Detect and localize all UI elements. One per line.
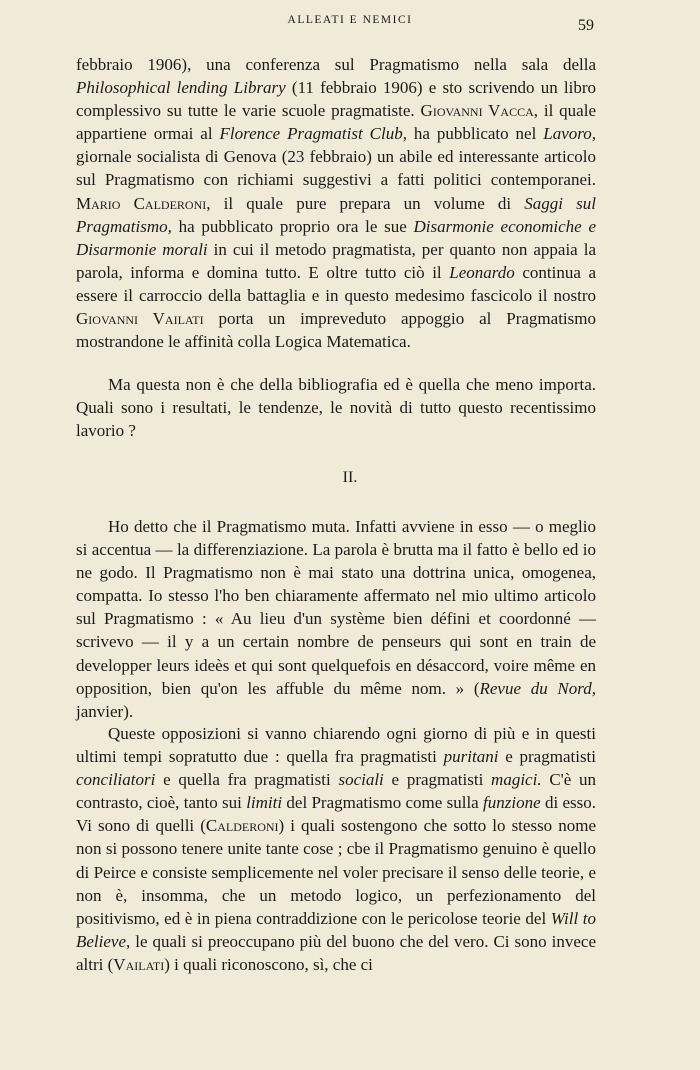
p1-text-4: ha pubblicato nel: [406, 124, 544, 144]
p1-italic-3: Lavoro,: [543, 124, 597, 144]
p4-italic-5: limiti: [246, 793, 283, 813]
p4-name-1: Calderoni: [205, 816, 279, 836]
p1-italic-4: Saggi sul Pragmatismo,: [76, 193, 597, 236]
p1-name-1: Giovanni Vacca: [420, 101, 534, 121]
p4-text-6: del Pragmatismo come sulla: [282, 793, 484, 813]
p1-text-1: febbraio 1906), una conferenza sul Pragmatismo nella sala della: [76, 55, 596, 74]
paragraph-1: [76, 53, 596, 353]
p1-italic-1: Philosophical lending Library: [76, 78, 286, 98]
p1-text-3: , il quale appartiene ormai al: [76, 101, 596, 144]
p4-name-2: Vailati: [113, 954, 165, 974]
p3-text-1: Ho detto che il Pragmatismo muta. Infatti avviene in esso — o meglio si accentua — la differenziazione. La parola è brutta ma il fatto è bello ed io ne godo. Il Pragmatismo non è mai stato una dottrina unica, omogenea, compatta. Io stesso l'ho ben chiaramente affermato nel mio ultimo articolo sul Pragmatismo : « Au lieu d'un système bien défini et coordonné — scrivevo — il y a un certain nombre de penseurs qui sont en train de developper leurs ideès et qui sont quelquefois en désaccord, voire même en opposition, bien qu'on les affuble du même nom. » (: [76, 517, 596, 698]
p4-text-7: di esso. Vi sono di quelli (: [76, 793, 597, 836]
page-number: 59: [578, 17, 594, 34]
p4-text-8: ) i quali sostengono che sotto lo stesso nome non si possono tenere unite tante cose ; cbe il Pragmatismo genuino è quello di Peirce e consiste semplicemente nel voler precisare il senso delle teorie, e non è, insomma, che un metodo logico, un perfezionamento del positivismo, ed è in piena contraddizione con le pericolose teorie del: [76, 816, 596, 928]
p1-italic-2: Florence Pragmatist Club,: [219, 124, 407, 144]
paragraph-2: Ma questa non è che della bibliografia ed è quella che meno importa. Quali sono i resultati, le tendenze, le novità di tutto questo recentissimo lavorio ?: [76, 375, 596, 441]
p4-italic-6: funzione: [483, 793, 541, 813]
p4-text-1: Queste opposizioni si vanno chiarendo ogni giorno di più e in questi ultimi tempi sopratutto due : quella fra pragmatisti: [76, 724, 596, 767]
p4-italic-1: puritani: [443, 747, 499, 767]
p1-italic-5: Disarmonie economiche e Disarmonie morali: [76, 216, 596, 259]
p4-text-2: e pragmatisti: [498, 747, 597, 767]
p3-text-2: janvier).: [76, 701, 134, 721]
p1-text-6: , il quale pure prepara un volume di: [206, 193, 525, 213]
p4-text-3: e quella fra pragmatisti: [155, 770, 339, 790]
p4-text-4: e pragmatisti: [383, 770, 492, 790]
p4-italic-2: conciliatori: [76, 770, 156, 790]
p1-text-10: porta un impreveduto appoggio al Pragmatismo mostrandone le affinità colla Logica Matematica.: [76, 309, 596, 352]
p1-text-5: giornale socialista di Genova (23 febbraio) un abile ed interessante articolo sul Pragmatismo con richiami suggestivi a fatti politici contemporanei.: [76, 147, 596, 190]
p4-italic-4: magici.: [491, 770, 542, 790]
section-heading: II.: [342, 469, 358, 486]
paragraph-4: [76, 722, 596, 976]
p1-text-9: continua a essere il carroccio della battaglia e in questo medesimo fascicolo il nostro: [76, 262, 596, 305]
running-head: ALLEATI E NEMICI: [287, 14, 413, 26]
p4-italic-7: Will to Believe,: [76, 908, 596, 951]
paragraph-3: [76, 515, 596, 723]
p4-text-9: le quali si preoccupano più del buono che del vero. Ci sono invece altri (: [76, 931, 596, 974]
p4-italic-3: sociali: [338, 770, 384, 790]
p1-text-8: in cui il metodo pragmatista, per quanto non appaia la parola, informa e domina tutto. E oltre tutto ciò il: [76, 239, 597, 282]
p1-name-3: Giovanni Vailati: [76, 309, 204, 329]
p1-italic-6: Leonardo: [449, 262, 515, 282]
p4-text-5: C'è un contrasto, cioè, tanto sui: [76, 770, 597, 813]
p3-italic-1: Revue du Nord,: [479, 678, 596, 698]
p1-name-2: Mario Calderoni: [76, 193, 207, 213]
p1-text-7: ha pubblicato proprio ora le sue: [171, 216, 414, 236]
p1-text-2: (11 febbraio 1906) e sto scrivendo un libro complessivo su tutte le varie scuole pragmatiste.: [76, 78, 596, 121]
p4-text-10: ) i quali riconoscono, sì, che ci: [164, 954, 373, 974]
